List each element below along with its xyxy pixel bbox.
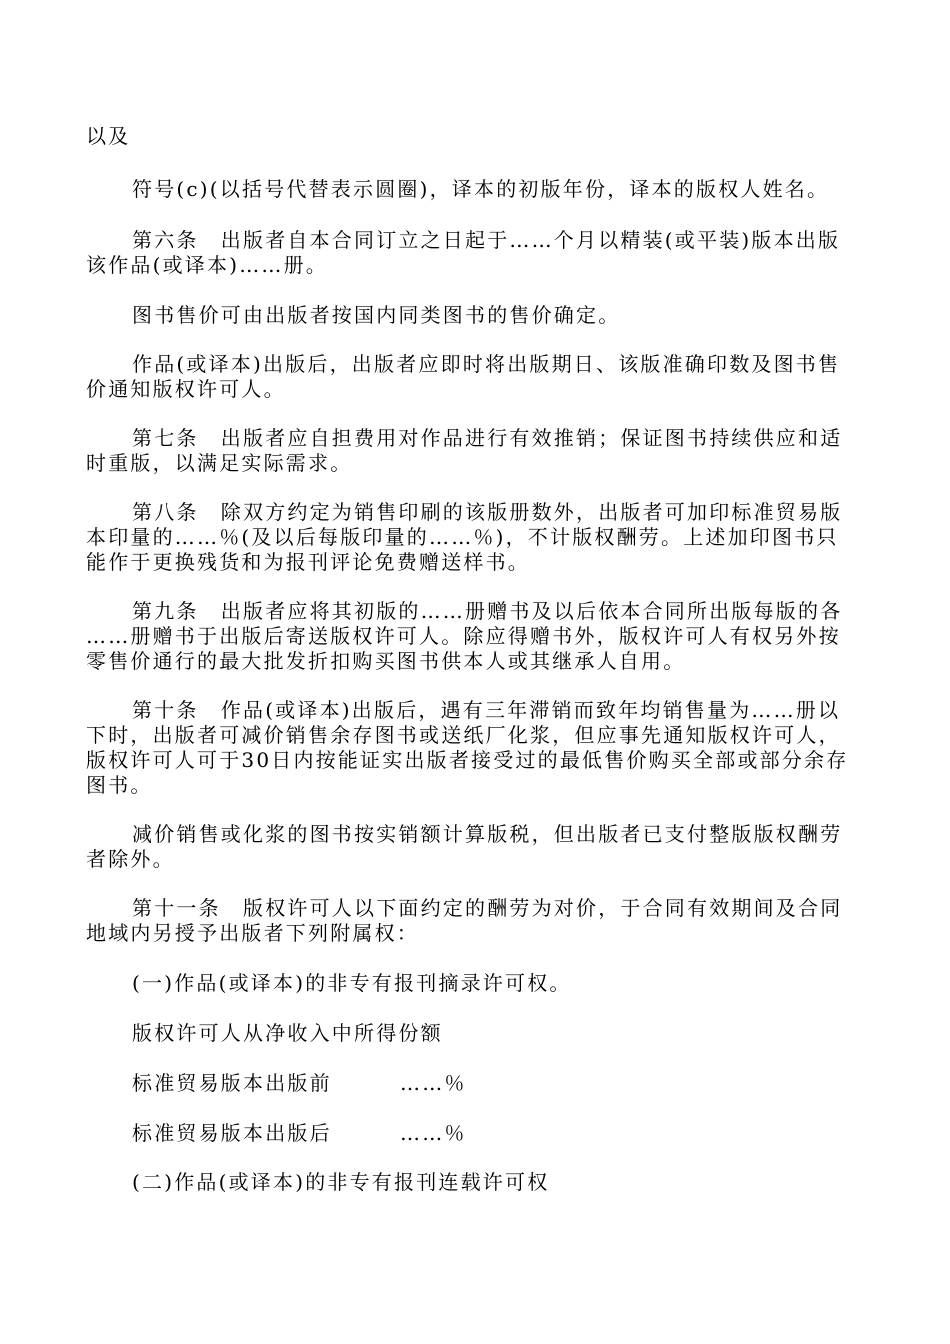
text-line: 第十条 作品(或译本)出版后，遇有三年滞销而致年均销售量为……册以 xyxy=(132,698,841,722)
text-line: 版权许可人可于30日内按能证实出版者接受过的最低售价购买全部或部分余存 xyxy=(86,748,849,772)
paragraph-publication-notice xyxy=(86,352,862,402)
text-line: 第八条 除双方约定为销售印刷的该版册数外，出版者可加印标准贸易版 xyxy=(132,500,843,524)
text-line: 价通知版权许可人。 xyxy=(86,377,286,401)
paragraph-copyright-symbol xyxy=(86,177,908,202)
paragraph-article-11 xyxy=(86,896,862,946)
text-line: (一)作品(或译本)的非专有报刊摘录许可权。 xyxy=(132,971,572,995)
text-line: 能作于更换残货和为报刊评论免费赠送样书。 xyxy=(86,550,530,574)
paragraph-serial-right xyxy=(86,1170,908,1195)
text-line: 第十一条 版权许可人以下面约定的酬劳为对价，于合同有效期间及合同 xyxy=(132,896,843,920)
share-row-value: ……％ xyxy=(400,1121,467,1145)
text-line: 第七条 出版者应自担费用对作品进行有效推销；保证图书持续供应和适 xyxy=(132,426,843,450)
text-line: 第九条 出版者应将其初版的……册赠书及以后依本合同所出版每版的各 xyxy=(132,599,843,623)
text-line: (二)作品(或译本)的非专有报刊连载许可权 xyxy=(132,1170,550,1194)
text-line: 图书售价可由出版者按国内同类图书的售价确定。 xyxy=(132,303,621,327)
text-line: 时重版，以满足实际需求。 xyxy=(86,451,353,475)
text-line: ……册赠书于出版后寄送版权许可人。除应得赠书外，版权许可人有权另外按 xyxy=(86,624,841,648)
paragraph-article-6 xyxy=(86,228,862,278)
paragraph-share-heading xyxy=(86,1021,908,1046)
share-row-before xyxy=(132,1071,467,1096)
share-row-after xyxy=(132,1121,467,1146)
text-line: 零售价通行的最大批发折扣购买图书供本人或其继承人自用。 xyxy=(86,649,686,673)
paragraph-price xyxy=(86,303,908,328)
text-line: 图书。 xyxy=(86,773,153,797)
paragraph-royalty-calculation xyxy=(86,822,862,872)
text-line: 者除外。 xyxy=(86,847,175,871)
paragraph-article-10 xyxy=(86,698,862,798)
paragraph-article-7 xyxy=(86,426,862,476)
text-line: 该作品(或译本)……册。 xyxy=(86,253,329,277)
paragraph-article-8 xyxy=(86,500,862,575)
paragraph-yiji xyxy=(86,124,862,149)
share-row-label: 标准贸易版本出版后 xyxy=(132,1121,332,1145)
share-row-value: ……％ xyxy=(400,1071,467,1095)
share-row-label: 标准贸易版本出版前 xyxy=(132,1071,332,1095)
text-line: 下时，出版者可减价销售余存图书或送纸厂化浆，但应事先通知版权许可人， xyxy=(86,723,841,747)
text-line: 版权许可人从净收入中所得份额 xyxy=(132,1021,443,1045)
text-line: 以及 xyxy=(86,124,131,148)
text-line: 减价销售或化浆的图书按实销额计算版税，但出版者已支付整版版权酬劳 xyxy=(132,822,843,846)
paragraph-article-9 xyxy=(86,599,862,674)
text-line: 第六条 出版者自本合同订立之日起于……个月以精装(或平装)版本出版 xyxy=(132,228,841,252)
text-line: 作品(或译本)出版后，出版者应即时将出版期日、该版准确印数及图书售 xyxy=(132,352,841,376)
paragraph-excerpt-right xyxy=(86,971,908,996)
text-line: 地域内另授予出版者下列附属权： xyxy=(86,921,419,945)
text-line: 符号(c)(以括号代替表示圆圈)，译本的初版年份，译本的版权人姓名。 xyxy=(132,177,830,201)
text-line: 本印量的……％(及以后每版印量的……％)，不计版权酬劳。上述加印图书只 xyxy=(86,525,839,549)
